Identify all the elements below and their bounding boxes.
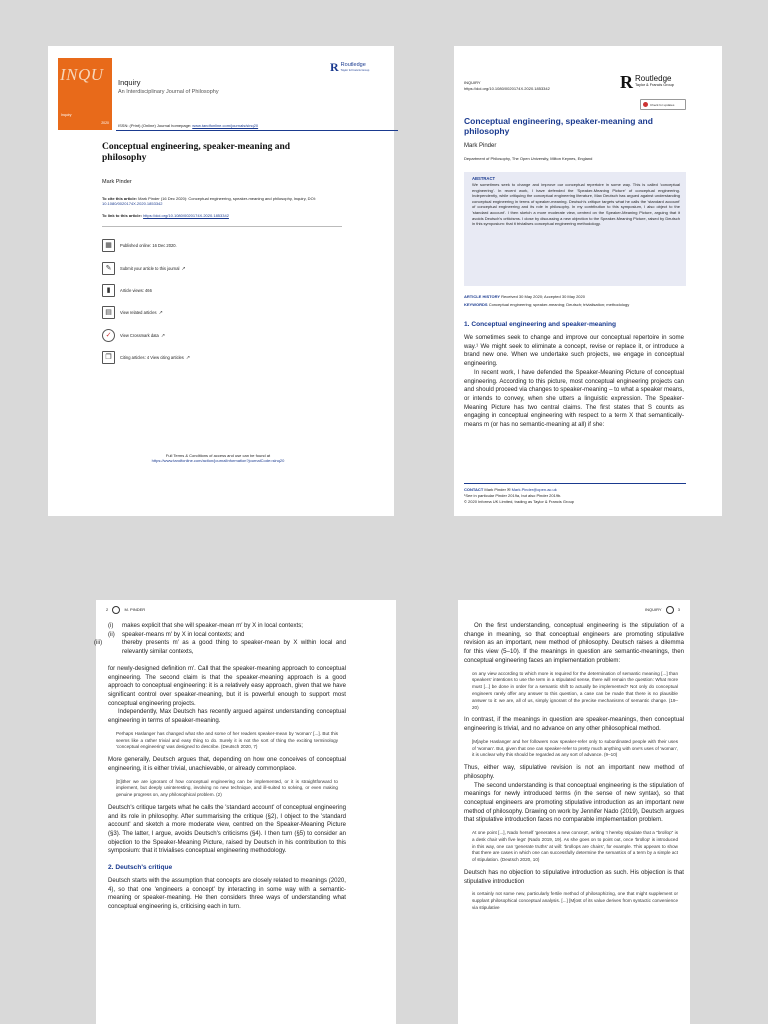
chart-icon: ▮ xyxy=(102,284,115,297)
history-value: Received 30 May 2020; Accepted 30 May 2020 xyxy=(501,294,585,299)
related-articles-link[interactable]: View related articles xyxy=(120,310,157,315)
contact-label: CONTACT xyxy=(464,487,484,492)
keywords-label: KEYWORDS xyxy=(464,302,488,307)
list-item: (ii) speaker-means m′ by X in local contexts; and xyxy=(108,630,245,638)
section-2-heading: 2. Deutsch's critique xyxy=(108,864,173,872)
external-link-icon: ↗ xyxy=(160,332,166,339)
list-item: (iii) thereby presents m′ as a good thing to speaker-mean by X within local and relevantly similar contexts, xyxy=(94,639,346,656)
abstract-label: ABSTRACT xyxy=(472,176,496,181)
publisher-sub: Taylor & Francis Group xyxy=(340,68,370,72)
journal-subtitle: An Interdisciplinary Journal of Philosophy xyxy=(118,89,219,95)
submit-article-link[interactable]: Submit your article to this journal xyxy=(120,266,180,271)
publisher-name: Routledge xyxy=(340,62,366,68)
citation-icon: ❐ xyxy=(102,351,115,364)
page-2 xyxy=(96,600,396,1024)
paragraph: for newly-designed definition m′. Call that the speaker-meaning approach to conceptual engineering. The second claim is that the speaker-meaning approach is a good approach to conceptual engineering: it is a relatively easy approach, given that we have significant control over speaker-meaning, but it is powerful enough to support most conceptual engineering projects. xyxy=(108,664,346,707)
issn-label: ISSN: (Print) (Online) Journal homepage: xyxy=(118,123,192,128)
running-doi[interactable]: https://doi.org/10.1080/0020174X.2020.1853342 xyxy=(464,86,550,91)
cover-title: INQU xyxy=(60,65,104,84)
keywords-value: Conceptual engineering; speaker-meaning; Deutsch; trivialisation; methodology xyxy=(488,302,630,307)
list-item: (i) makes explicit that she will speaker-mean m′ by X in local contexts; xyxy=(108,622,303,629)
running-header xyxy=(645,606,680,614)
section-1-body xyxy=(464,334,684,430)
publisher-logo xyxy=(620,74,674,90)
page-number: 3 xyxy=(677,607,680,613)
author-name: Mark Pinder xyxy=(102,179,132,185)
block-quote: [E]ither we are ignorant of how conceptual engineering can be implemented, or it is straightforward to implement, but deeply uninteresting, involving no new technique, and ill-suited to solving, or even making genuine progress on, any philosophical problem. (2) xyxy=(116,778,338,798)
routledge-r-icon: R xyxy=(330,60,339,74)
terms-block xyxy=(88,453,348,464)
paragraph: Deutsch starts with the assumption that concepts are closely related to meanings (2020, 4), so that one 'engineers a concept' by interacting in some way with a semantic-meaning or speaker-meaning. He then considers three ways of understanding what conceptual engineering is, criticising each in turn. xyxy=(108,876,346,910)
page-number: 2 xyxy=(106,607,109,613)
issn-line xyxy=(118,123,258,128)
article-history xyxy=(464,294,585,299)
running-header xyxy=(106,606,145,614)
block-quote: [M]aybe Haslanger and her followers now speaker-refer only to subordinated people with their uses of 'woman'. But, given that one can speaker-refer to pretty much anything with one's uses of 'woman', it is unclear why this should be regarded as any sort of advance. (9–10) xyxy=(472,738,678,758)
cover-page xyxy=(48,46,394,516)
submit-article-row[interactable] xyxy=(102,262,186,275)
publisher-logo xyxy=(330,62,369,73)
contact-email[interactable]: Mark.Pinder@open.ac.uk xyxy=(511,487,557,492)
paragraph: Thus, either way, stipulative revision is not an important new method of philosophy. xyxy=(464,764,684,780)
contact-name: Mark Pinder xyxy=(484,487,506,492)
journal-homepage-link[interactable]: www.tandfonline.com/journals/sinq20 xyxy=(192,123,259,128)
publisher-sub: Taylor & Francis Group xyxy=(635,83,674,87)
check-updates-icon xyxy=(643,102,648,107)
block-quote: on any view according to which more is required for the determination of semantic meaning [...] than speakers' intentions to use the term in a stipulated sense, there will remain the question: What more must [...] be done in order for a semantic shift to actually be implemented? Not only do conceptual engineers rarely offer any answer to this question, a case can be made that there is no plausible answer to it: we are, all of us, simply ignorant of the precise mechanisms of semantic change. (19–20) xyxy=(472,670,678,710)
cover-small-1: Inquiry xyxy=(61,113,72,117)
cover-small-2: 2020 xyxy=(101,121,109,125)
external-link-icon: ↗ xyxy=(158,309,163,316)
cite-doi-link[interactable]: 10.1080/0020174X.2020.1853342 xyxy=(102,201,163,207)
document-icon: ▤ xyxy=(102,306,115,319)
paragraph: We sometimes seek to change and improve our conceptual repertoire in some way.¹ We might seek to eliminate a concept, revise or replace it, or introduce a brand new one. When we undertake such projects, we engage in conceptual engineering. xyxy=(464,334,684,368)
paragraph: In contrast, if the meanings in question are speaker-meanings, then conceptual engineering is trivial, and no advance on any other philosophical method. xyxy=(464,716,684,732)
calendar-icon: ▦ xyxy=(102,239,115,252)
cite-block xyxy=(102,196,342,207)
cover-rule xyxy=(116,130,398,131)
article-title: Conceptual engineering, speaker-meaning and philosophy xyxy=(464,116,653,136)
history-label: ARTICLE HISTORY xyxy=(464,294,501,299)
copyright: © 2020 Informa UK Limited, trading as Taylor & Francis Group xyxy=(464,499,575,504)
article-views-row xyxy=(102,284,152,297)
crossmark-link[interactable]: View Crossmark data xyxy=(120,333,159,338)
journal-logo-icon xyxy=(666,606,674,614)
link-block xyxy=(102,213,342,218)
contact-line xyxy=(464,487,557,492)
author-name: Mark Pinder xyxy=(464,143,497,149)
article-link[interactable]: https://doi.org/10.1080/0020174X.2020.1853342 xyxy=(143,213,229,218)
journal-title: Inquiry xyxy=(118,78,141,87)
author-logo-icon xyxy=(112,606,120,614)
terms-link[interactable]: https://www.tandfonline.com/action/journalInformation?journalCode=sinq20 xyxy=(151,458,285,464)
section-1-heading: 1. Conceptual engineering and speaker-meaning xyxy=(464,321,617,328)
routledge-r-icon: R xyxy=(620,72,633,92)
edit-icon: ✎ xyxy=(102,262,115,275)
running-journal: INQUIRY xyxy=(464,80,481,85)
affiliation: Department of Philosophy, The Open University, Milton Keynes, England xyxy=(464,156,593,161)
article-title: Conceptual engineering, speaker-meaning and philosophy xyxy=(102,142,291,163)
check-updates-button[interactable] xyxy=(640,99,686,110)
crossmark-row[interactable] xyxy=(102,329,165,342)
running-journal: INQUIRY xyxy=(644,607,662,613)
terms-line-1: Full Terms & Conditions of access and use can be found at xyxy=(165,453,271,458)
block-quote: is certainly not some new, particularly fertile method of philosophizing, one that might supplement or supplant philosophical conceptual analysis. [...] [M]ost of its value derives from syntactic convenience via stipulative xyxy=(472,891,678,910)
paragraph: On the first understanding, conceptual engineering is the stipulation of a change in meaning, so that conceptual engineers are promoting stipulative revision as an important, new method of philosophy. Deutsch raises a dilemma for this view (5–10). If the meanings in question are semantic-meanings, then conceptual engineering faces an implementation problem: xyxy=(464,622,684,664)
paragraph: Deutsch's critique targets what he calls the 'standard account' of conceptual engineering and its role in philosophy. After summarising the critique (§2), I object to the 'standard account' and sketch a more moderate view, centred on the Speaker-Meaning Picture (§3). The latter, I argue, avoids Deutsch's criticisms (§4). I then turn (§5) to consider an objection to the Speaker-Meaning Picture, raised by Deutsch in his contribution to this symposium: that it trivialises conceptual engineering methodology. xyxy=(108,803,346,855)
footnote-rule xyxy=(464,483,686,484)
separator-top xyxy=(102,226,342,227)
page-3 xyxy=(458,600,690,1024)
paragraph: Independently, Max Deutsch has recently argued against understanding conceptual engineering in terms of speaker-meaning. xyxy=(108,708,346,725)
keywords xyxy=(464,302,629,307)
crossmark-icon: ✓ xyxy=(102,329,115,342)
article-views-label: Article views: 466 xyxy=(120,288,152,293)
page-3-body xyxy=(464,622,684,912)
cite-label: To cite this article: xyxy=(102,196,138,201)
running-author: M. PINDER xyxy=(124,607,146,613)
published-online-label: Published online: 16 Dec 2020. xyxy=(120,243,177,248)
block-quote: At one point [...], Nado herself 'generates a new concept', writing 'I hereby stipulate that a "brollop" is a desk chair with five legs' (Nado 2019, 19). As she goes on to point out, once 'brollop' is introduced in this way, one can 'generate truths' at will: 'brollops are chairs', for example. This appears to show that there are cases in which one can successfully determine the semantics of a term by a simple act of stipulation. (Deutsch 2020, 10) xyxy=(472,830,678,863)
external-link-icon: ↗ xyxy=(185,354,191,361)
footnote: ¹See in particular Pinder 2019a, but also Pinder 2019b. xyxy=(464,493,562,498)
paragraph: Deutsch has no objection to stipulative introduction as such. His objection is that stipulative introduction xyxy=(464,869,684,885)
external-link-icon: ↗ xyxy=(181,265,186,272)
first-article-page xyxy=(454,46,722,516)
citing-articles-link[interactable]: Citing articles: 4 View citing articles xyxy=(120,355,184,360)
paragraph: More generally, Deutsch argues that, depending on how one conceives of conceptual engineering, it is either trivial, unachievable, or already commonplace. xyxy=(108,756,346,772)
page-2-body xyxy=(94,622,346,912)
paragraph: The second understanding is that conceptual engineering is the stipulation of meanings for newly introduced terms (in the sense of new syntax), so that conceptual engineers are promoting stipulative introduction as an important new method of philosophy. Drawing on work by Jennifer Nado (2019), Deutsch argues that stipulative introduction faces no comparable implementation problem. xyxy=(464,781,684,824)
related-articles-row[interactable] xyxy=(102,306,163,319)
block-quote: Perhaps Haslanger has changed what she and some of her readers speaker-mean by 'woman' [...]. But this seems like a rather trivial and easy thing to do. Surely it is not the sort of thing the exciting terminology 'conceptual engineering' was designed to describe. (Deutsch 2020, 7) xyxy=(116,730,338,750)
check-updates-label: Check for updates xyxy=(650,102,675,107)
published-online-row xyxy=(102,239,177,252)
publisher-name: Routledge xyxy=(635,74,672,83)
email-icon: ✉ xyxy=(507,487,511,492)
cite-text: Mark Pinder (16 Dec 2020): Conceptual engineering, speaker-meaning and philosophy, Inquiry, DOI: xyxy=(138,196,316,201)
abstract-text: We sometimes seek to change and improve our conceptual repertoire in some way. This is called 'conceptual engineering'. In recent work, I have defended the 'Speaker-Meaning Picture' of conceptual engineering. Independently, while critiquing the conceptual engineering literature, Max Deutsch has argued against understanding conceptual engineering in terms of speaker-meaning. Deutsch's critique targets what he calls the 'standard account' of conceptual engineering and its role in philosophy. In my contribution to this symposium, I also object to the 'standard account'. I then sketch a more moderate view, centred on the Speaker-Meaning Picture, arguing that it avoids Deutsch's criticisms. I close by discussing a new objection to the Speaker-Meaning Picture, raised by Deutsch in this symposium: that it trivialises conceptual engineering methodology. xyxy=(472,182,680,227)
citing-articles-row[interactable] xyxy=(102,351,190,364)
journal-cover-image xyxy=(58,58,112,130)
link-label: To link to this article: xyxy=(102,213,142,218)
paragraph: In recent work, I have defended the Speaker-Meaning Picture of conceptual engineering. According to this picture, most conceptual engineering projects can and should proceed via changes to speaker-meaning – to what a speaker means, or intends to convey, when she utters a linguistic expression. The Speaker-Meaning Picture has two central claims. The first states that S counts as engaging in conceptual engineering with respect to a term X that semantically-means m (or has no semantic-meaning at all) if she: xyxy=(464,368,684,429)
